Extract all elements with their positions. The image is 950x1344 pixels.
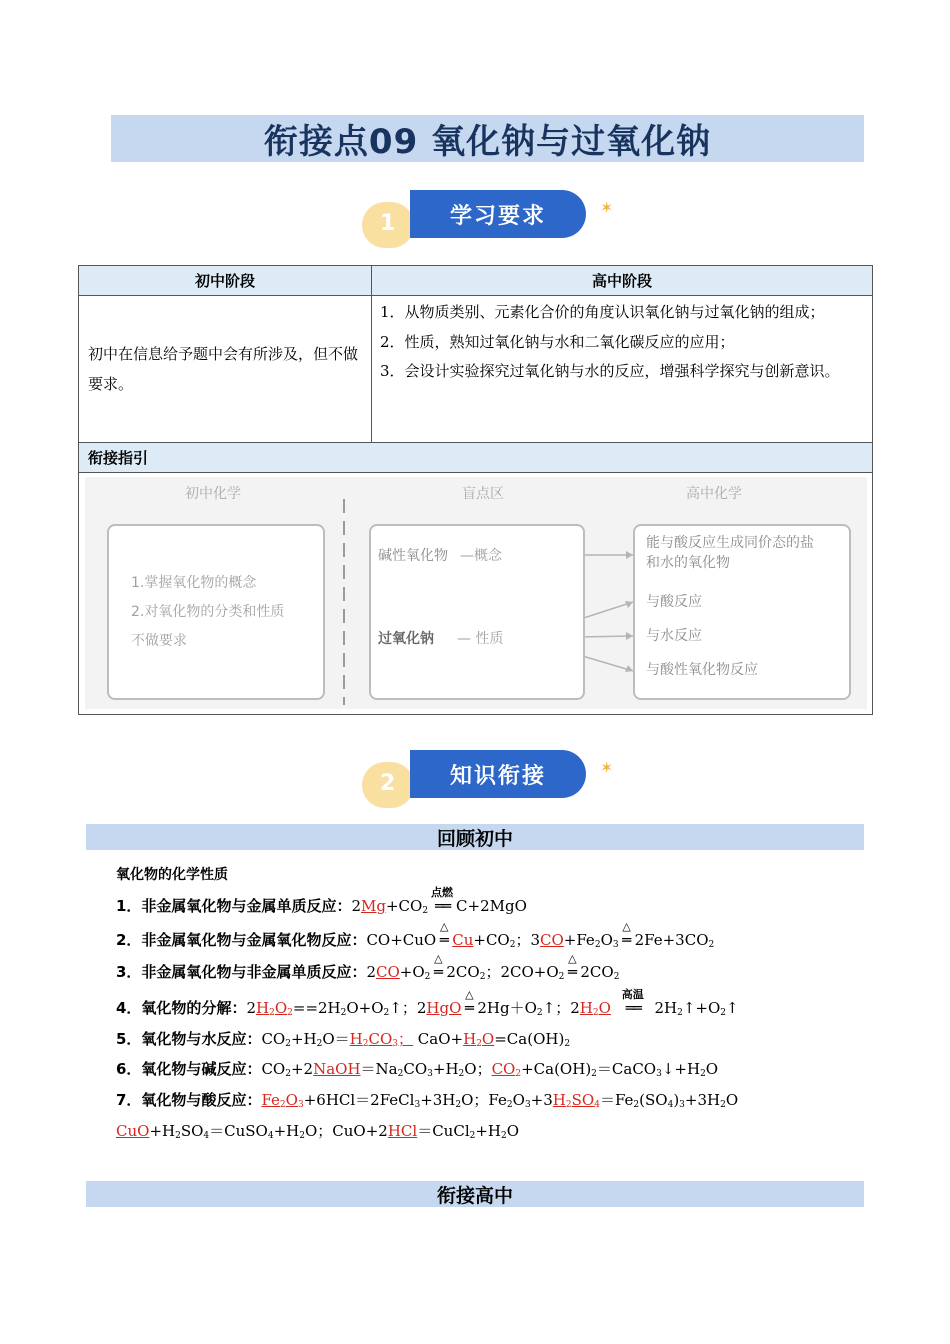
page-title: 衔接点09 氧化钠与过氧化钠 (263, 122, 712, 162)
condition-label: 高温 (621, 988, 644, 1001)
diagram-col-junior: 初中化学 (185, 486, 241, 502)
equation-label: 7．氧化物与酸反应： (116, 1091, 262, 1109)
junior-text: 初中在信息给予题中会有所涉及，但不做要求。 (88, 345, 359, 393)
equation-label: 1．非金属氧化物与金属单质反应： (116, 897, 352, 915)
table-body-row (79, 296, 872, 443)
senior-item: 1．从物质类别、元素化合价的角度认识氧化钠与过氧化钠的组成； (380, 303, 825, 321)
section-badge-knowledge (362, 750, 614, 810)
badge-label: 知识衔接 (449, 763, 546, 789)
requirements-table (78, 265, 873, 715)
badge-number: 1 (380, 211, 396, 236)
diagram-col-senior: 高中化学 (686, 486, 742, 502)
condition-label: 点燃 (431, 886, 454, 899)
star-icon: ✶ (600, 198, 614, 217)
guide-header (79, 443, 872, 473)
band-review-junior (86, 824, 864, 850)
equation-line-5: 5．氧化物与水反应：$CO_2+H_2O=H_2CO_3$； $CaO+H_2O=Ca(OH)_2$ (116, 1030, 571, 1049)
junior-item: 不做要求 (131, 633, 187, 649)
equation-line-3: 3．非金属氧化物与非金属单质反应：$2CO+O_2$ △ ═ $2CO_2$；$2CO+O_2$ △ ═ $2CO_2$ (116, 952, 620, 982)
property-item: 与水反应 (646, 628, 702, 644)
guide-label: 衔接指引 (88, 449, 149, 467)
badge-number: 2 (380, 771, 396, 796)
basic-oxide-label: 碱性氧化物 (378, 548, 448, 564)
property-item: 与酸反应 (646, 594, 702, 610)
equation-line-6: 6．氧化物与碱反应：$CO_2+2NaOH=Na_2CO_3+H_2O$；$CO_2+Ca(OH)_2=CaCO_3↓+H_2O$ (116, 1060, 719, 1079)
equation-label: 5．氧化物与水反应： (116, 1030, 262, 1048)
basic-oxide-definition: 能与酸反应生成同价态的盐 (646, 535, 814, 551)
star-icon: ✶ (600, 758, 614, 777)
junior-item: 1.掌握氧化物的概念 (131, 575, 257, 591)
diagram-canvas (85, 477, 867, 709)
band-label: 衔接高中 (436, 1184, 513, 1207)
junior-item: 2.对氧化物的分类和性质 (131, 604, 285, 620)
arrow-head (626, 551, 633, 559)
diagram-col-blind: 盲点区 (462, 486, 504, 502)
band-label: 回顾初中 (436, 827, 513, 850)
table-header-row (79, 266, 872, 296)
equation-line-2: 2．非金属氧化物与金属氧化物反应：CO+CuO △ ═ $Cu+CO_2$；$3CO+Fe_2O_3$ △ ═ $2Fe+3CO_2$ (116, 920, 715, 950)
sodium-peroxide-label: 过氧化钠 (378, 631, 434, 647)
badge-pill (410, 750, 586, 798)
equation-label: 2．非金属氧化物与金属氧化物反应： (116, 931, 367, 949)
concept-label: —概念 (460, 548, 502, 564)
section-badge-learning (362, 190, 614, 250)
concept-diagram (79, 473, 872, 714)
badge-label: 学习要求 (449, 203, 546, 229)
header-senior: 高中阶段 (591, 272, 652, 290)
header-junior: 初中阶段 (79, 266, 372, 295)
arrow-head (626, 632, 633, 640)
equation-line-8: $CuO+H_2SO_4=CuSO_4+H_2O$；$CuO+2HCl=CuCl_2+H_2O$ (116, 1122, 520, 1141)
senior-item: 3．会设计实验探究过氧化钠与水的反应，增强科学探究与创新意识。 (380, 362, 840, 380)
equation-label: 6．氧化物与碱反应： (116, 1060, 262, 1078)
badge-pill (410, 190, 586, 238)
property-item: 与酸性氧化物反应 (646, 662, 758, 678)
equation-line-7: 7．氧化物与酸反应：$Fe_2O_3+6HCl=2FeCl_3+3H_2O$；$Fe_2O_3+3H_2SO_4=Fe_2(SO_4)_3+3H_2O$ (116, 1091, 739, 1110)
equation-label: 4．氧化物的分解： (116, 999, 247, 1017)
junior-cell (79, 296, 372, 442)
equations-heading: 氧化物的化学性质 (116, 867, 228, 883)
senior-cell (372, 296, 872, 442)
equation-line-4: 4．氧化物的分解：$2H_2O_2==2H_2O+O_2↑$；2HgO △ ═ $2Hg+O_2↑$；$2H_2O$ 高温 ══ $2H_2↑+O_2↑$ (116, 988, 739, 1018)
senior-item: 2．性质，熟知过氧化钠与水和二氧化碳反应的应用； (380, 332, 735, 351)
equation-label: 3．非金属氧化物与非金属单质反应： (116, 963, 367, 981)
basic-oxide-definition: 和水的氧化物 (646, 555, 730, 571)
equation-line-1: 1．非金属氧化物与金属单质反应：$2Mg+CO_2$ 点燃 ══ C+2MgO (116, 886, 527, 916)
title-banner (111, 115, 864, 162)
band-bridge-senior (86, 1181, 864, 1207)
property-label: — 性质 (457, 631, 504, 647)
